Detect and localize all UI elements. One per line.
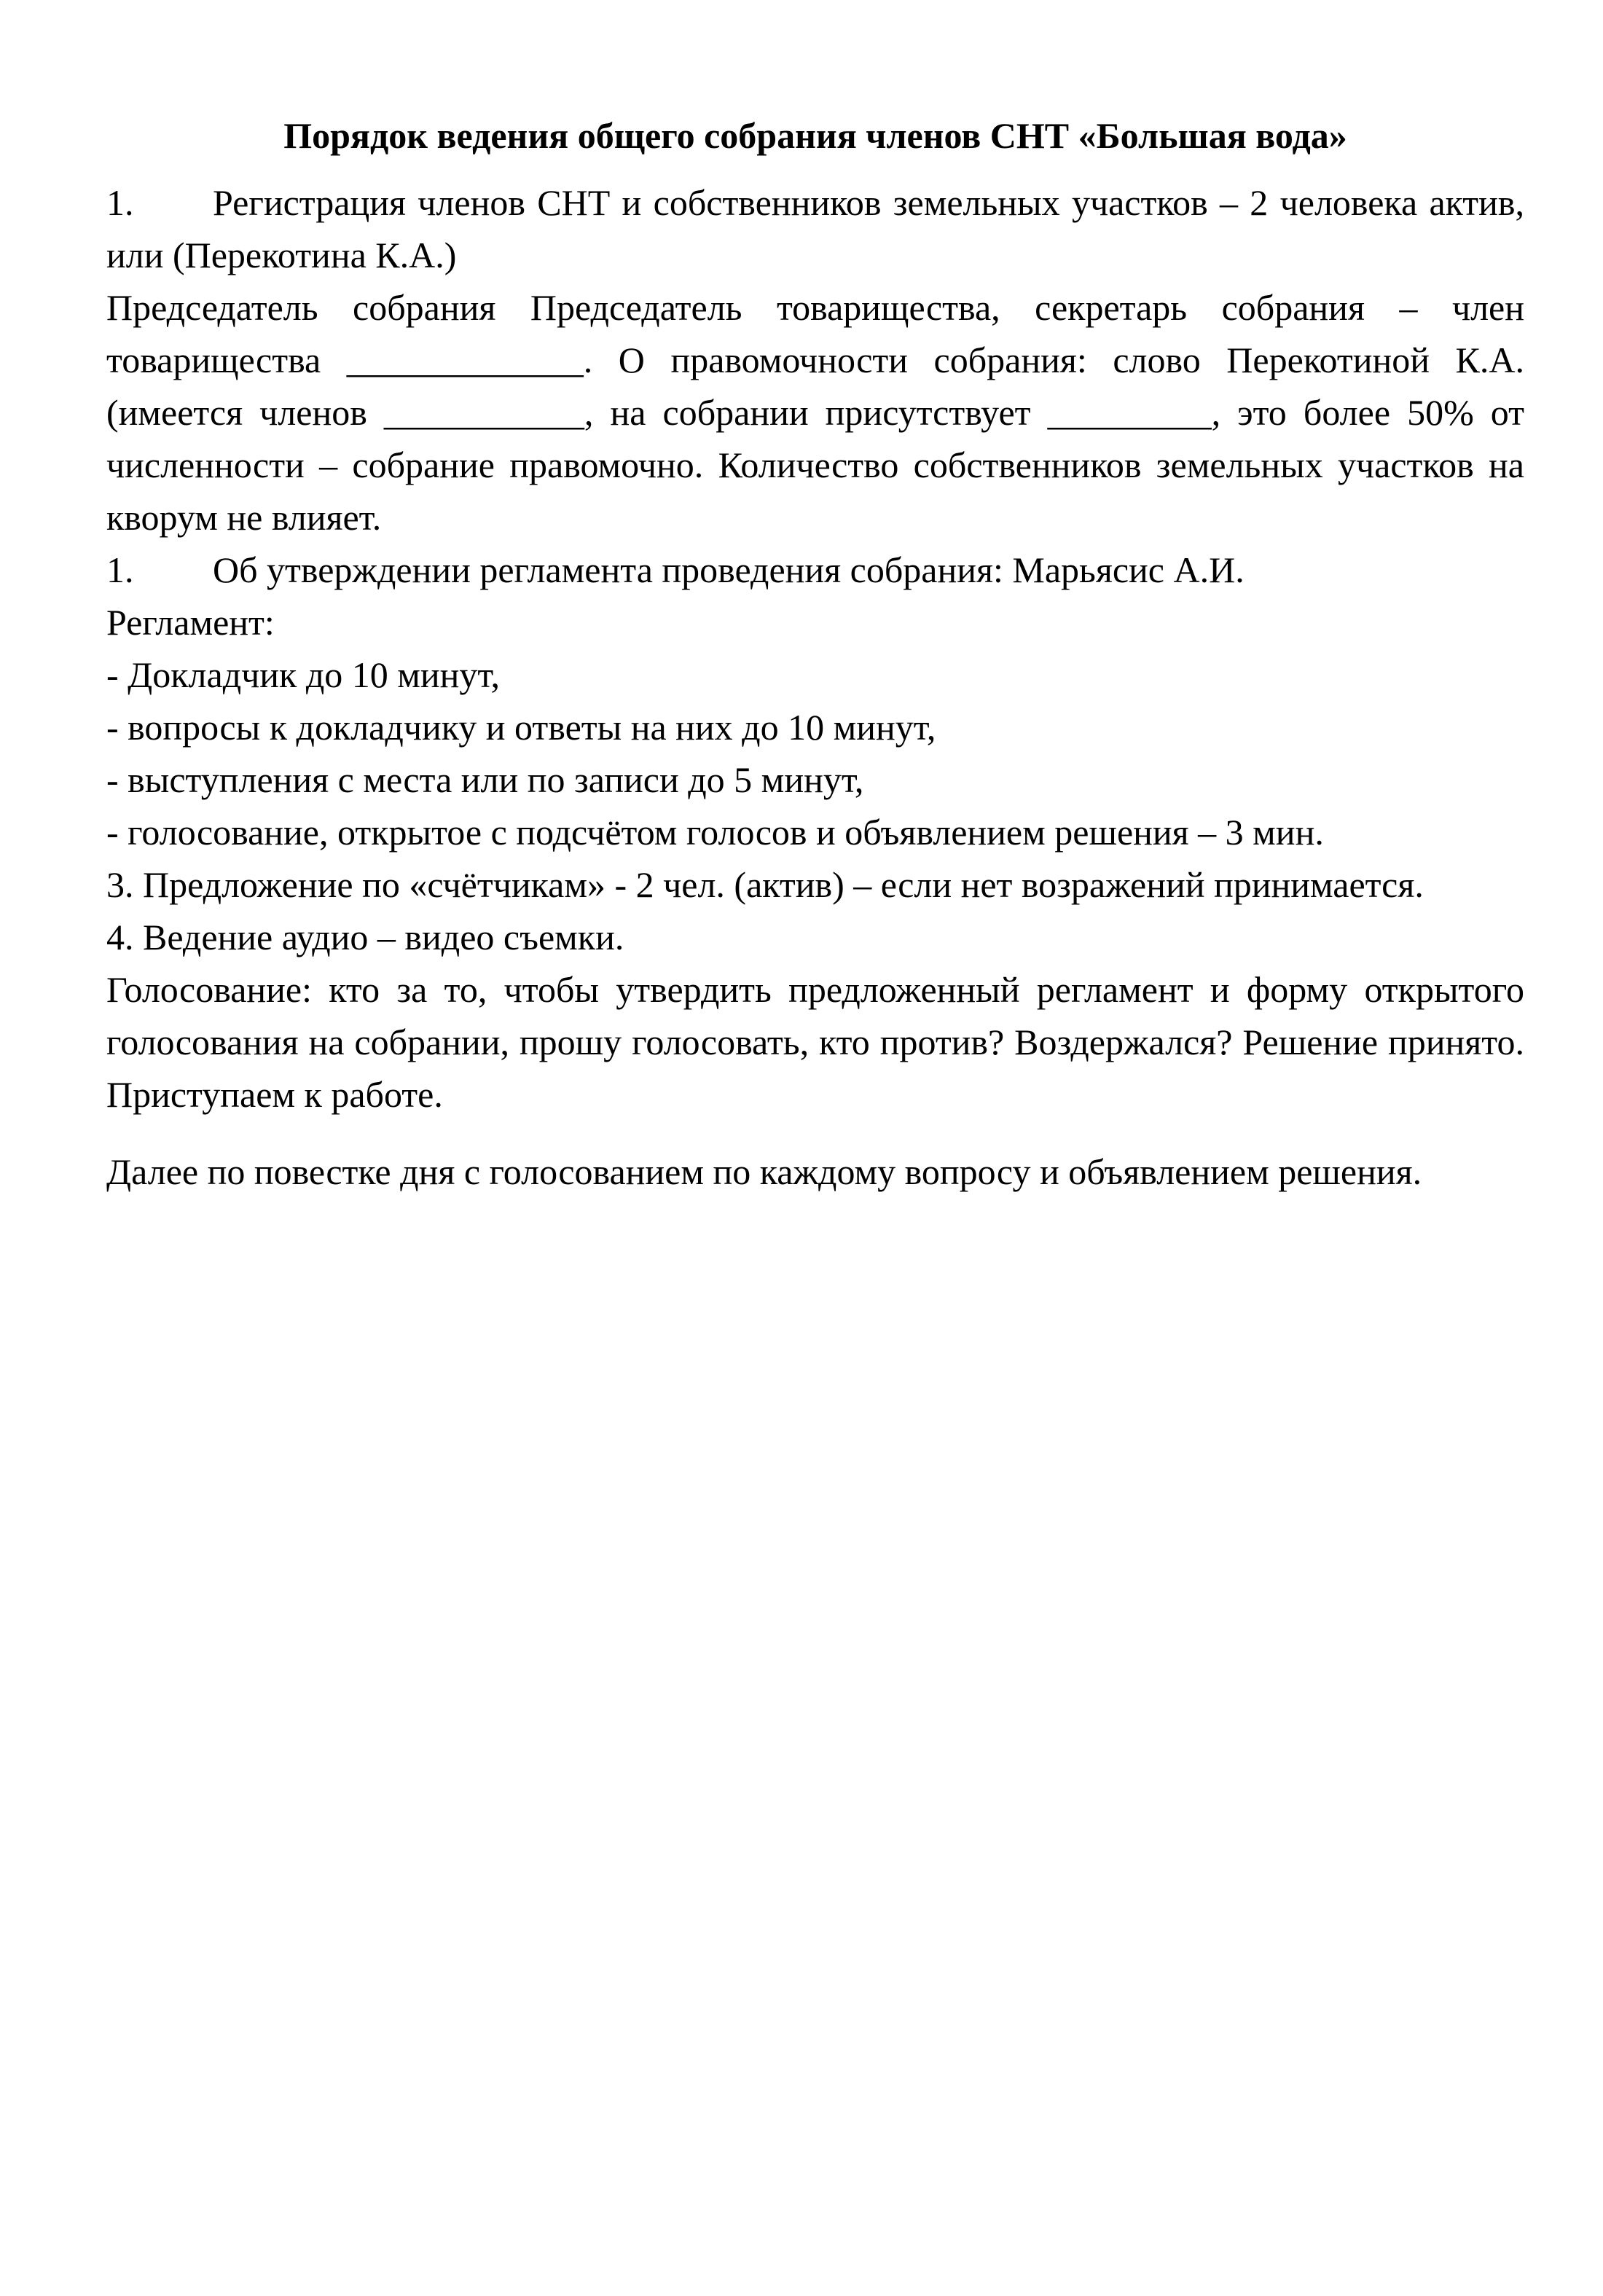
reglament-speeches: - выступления с места или по записи до 5 минут, <box>106 759 864 800</box>
paragraph-chairman-quorum: Председатель собрания Председатель товарищества, секретарь собрания – член товарищества _____________. О правомочности собрания: слово Перекотиной К.А. (имеется членов ___________, на собрании присутствует _________, это более 50% от численности – собрание правомочно. Количество собственников земельных участков на кворум не влияет. <box>106 287 1524 538</box>
reglament-heading: Регламент: <box>106 602 275 643</box>
reglament-voting: - голосование, открытое с подсчётом голосов и объявлением решения – 3 мин. <box>106 812 1324 853</box>
item-text: Регистрация членов СНТ и собственников земельных участков – 2 человека актив, или (Перекотина К.А.) <box>106 182 1524 275</box>
item-counters-proposal: 3. Предложение по «счётчикам» - 2 чел. (актив) – если нет возражений принимается. <box>106 864 1424 905</box>
item-reglament-approval <box>106 544 1524 596</box>
document-title: Порядок ведения общего собрания членов СНТ «Большая вода» <box>283 115 1347 156</box>
item-registration <box>106 176 1524 281</box>
item-recording: 4. Ведение аудио – видео съемки. <box>106 917 624 957</box>
paragraph-agenda-closing: Далее по повестке дня с голосованием по каждому вопросу и объявлением решения. <box>106 1151 1422 1192</box>
reglament-speaker: - Докладчик до 10 минут, <box>106 654 501 695</box>
item-text: Об утверждении регламента проведения собрания: Марьясис А.И. <box>213 549 1245 590</box>
reglament-questions: - вопросы к докладчику и ответы на них до 10 минут, <box>106 707 936 748</box>
item-number: 1. <box>106 182 134 223</box>
item-number: 1. <box>106 549 134 590</box>
paragraph-voting: Голосование: кто за то, чтобы утвердить предложенный регламент и форму открытого голосования на собрании, прошу голосовать, кто против? Воздержался? Решение принято. Приступаем к работе. <box>106 969 1524 1115</box>
document-body <box>106 109 1524 1198</box>
